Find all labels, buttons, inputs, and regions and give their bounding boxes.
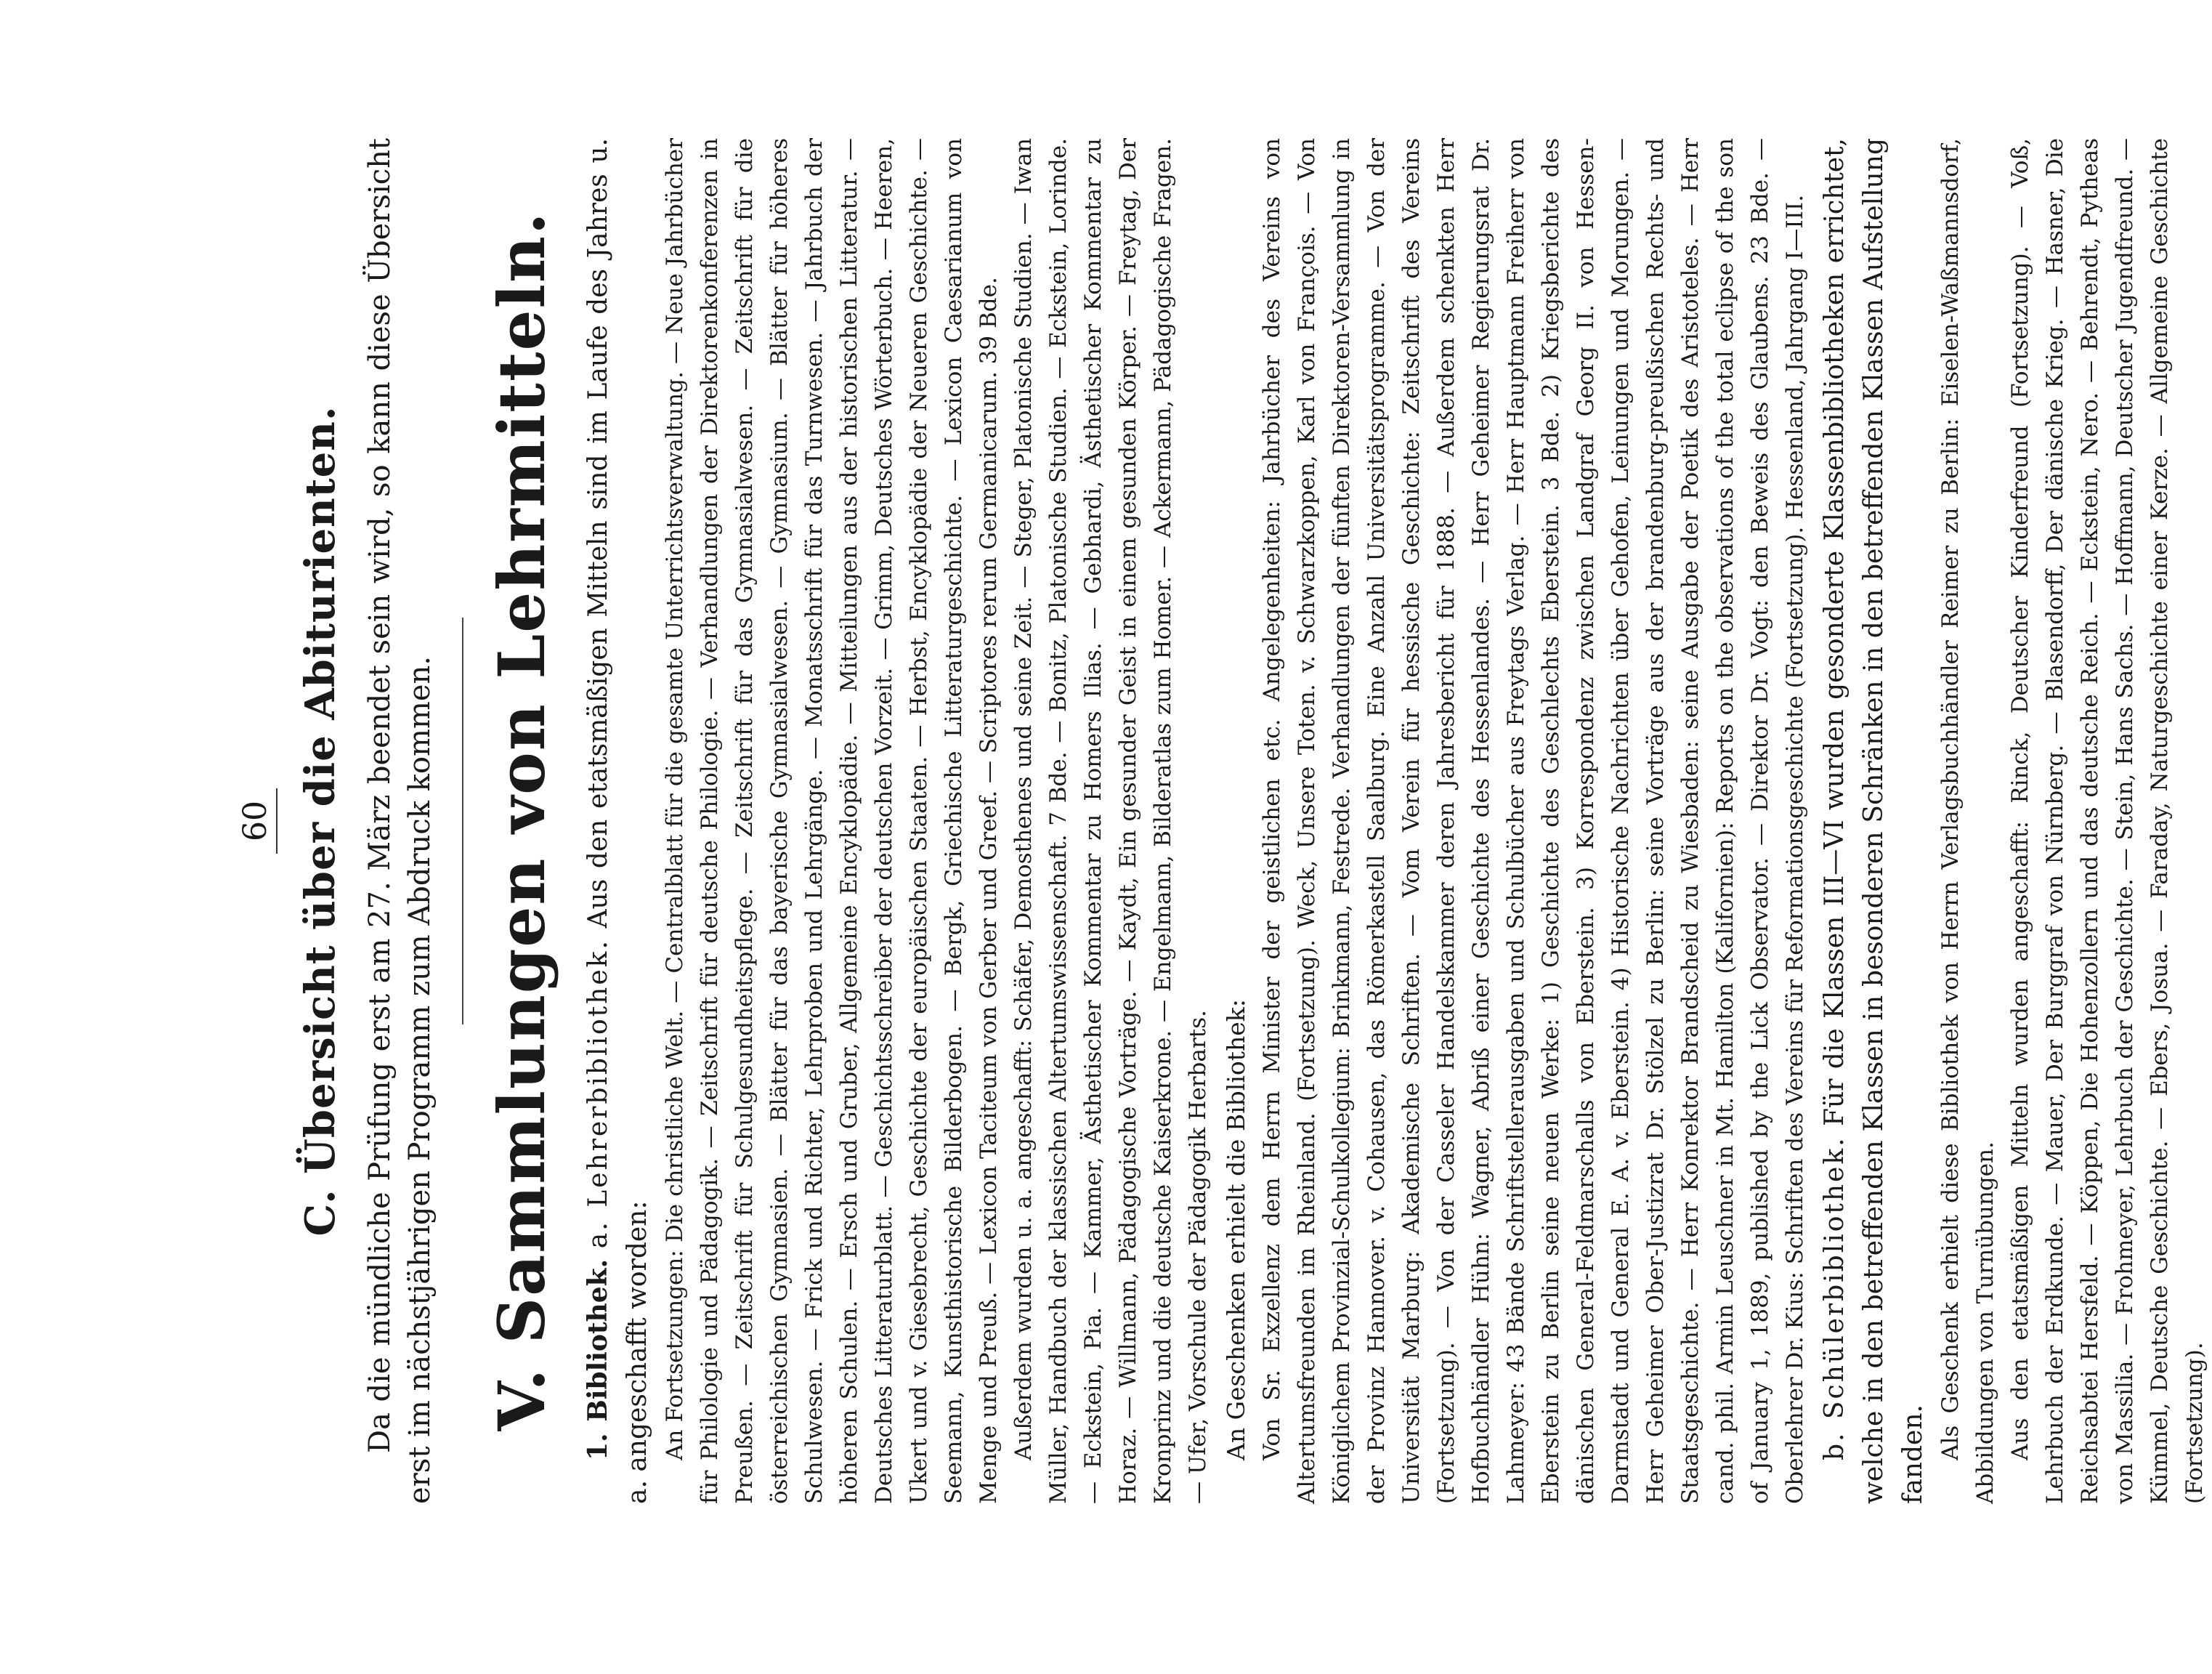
section-c-heading: C. Übersicht über die Abiturienten. xyxy=(296,405,344,1237)
rotated-page-content xyxy=(237,138,2208,1504)
teacher-library-label: a. Lehrerbibliothek. xyxy=(583,939,613,1249)
student-library-acquisitions: Aus den etatsmäßigen Mitteln wurden angeschafft: Rinck, Deutscher Kinderfreund (Fortsetzung). — Voß, Lehrbuch der Erdkunde. — Mauer, Der Burggraf von Nürnberg. — Blasendorff, Der dänische Krieg. — Hasner, Die Reichsabtei Hersfeld. — Köppen, Die Hohenzollern und das deutsche Reich. — Eckstein, Nero. — Behrendt, Pytheas von Massilia. — Frohmeyer, Lehrbuch der Geschichte. — Stein, Hans Sachs. — Hoffmann, Deutscher Jugendfreund. — Kümmel, Deutsche Geschichte. — Ebers, Josua. — Faraday, Naturgeschichte einer Kerze. — Allgemeine Geschichte (Fortsetzung). xyxy=(2007,138,2208,1504)
library-intro-text: Aus den etatsmäßigen Mitteln sind im Laufe des Jahres u. a. angeschafft worden: xyxy=(583,138,652,1504)
library-label: 1. Bibliothek. xyxy=(583,1258,613,1460)
student-library-gift: Als Geschenk erhielt diese Bibliothek von Herrn Verlagsbuchhändler Reimer zu Berlin: Eiselen-Waßmannsdorf, Abbildungen von Turnübungen. xyxy=(1937,138,1998,1504)
gifts-intro: An Geschenken erhielt die Bibliothek: xyxy=(1222,999,1250,1460)
student-library-label: b. Schülerbibliothek. xyxy=(1820,1136,1850,1460)
library-intro-paragraph xyxy=(578,138,657,1504)
section-c-paragraph: Da die mündliche Prüfung erst am 27. März beendet sein wird, so kann diese Übersicht erst im nächstjährigen Programm zum Abdruck kommen. xyxy=(363,138,437,1504)
continuations-paragraph: An Fortsetzungen: Die christliche Welt. — Centralblatt für die gesamte Unterrichtsverwaltung. — Neue Jahrbücher für Philologie und Pädagogik. — Zeitschrift für deutsche Philologie. — Verhandlungen der Direktorenkonferenzen in Preußen. — Zeitschrift für Schulgesundheitspflege. — Zeitschrift für das Gymnasialwesen. — Zeitschrift für die österreichischen Gymnasien. — Blätter für das bayerische Gymnasialwesen. — Gymnasium. — Blätter für höheres Schulwesen. — Frick und Richter, Lehrproben und Lehrgänge. — Monatsschrift für das Turnwesen. — Jahrbuch der höheren Schulen. — Ersch und Gruber, Allgemeine Encyklopädie. — Mitteilungen aus der historischen Litteratur. — Deutsches Litteraturblatt. — Geschichtsschreiber der deutschen Vorzeit. — Grimm, Deutsches Wörterbuch. — Heeren, Ukert und v. Giesebrecht, Geschichte der europäischen Staaten. — Herbst, Encyklopädie der Neueren Geschichte. — Seemann, Kunsthistorische Bilderbogen. — Bergk, Griechische Litteraturgeschichte. — Lexicon Caesarianum von Menge und Preuß. — Lexicon Taciteum von Gerber und Greef. — Scriptores rerum Germanicarum. 39 Bde. xyxy=(662,138,1002,1504)
gifts-paragraph: Von Sr. Exzellenz dem Herrn Minister der geistlichen etc. Angelegenheiten: Jahrbücher des Vereins von Altertumsfreunden im Rheinland. (Fortsetzung). Weck, Unsere Toten. v. Schwarzkoppen, Karl von François. — Von Königlichem Provinzial-Schulkollegium: Brinkmann, Festrede. Verhandlungen der fünften Direktoren-Versammlung in der Provinz Hannover. v. Cohausen, das Römerkastell Saalburg. Eine Anzahl Universitätsprogramme. — Von der Universität Marburg: Akademische Schriften. — Vom Verein für hessische Geschichte: Zeitschrift des Vereins (Fortsetzung). — Von der Casseler Handelskammer deren Jahresbericht für 1888. — Außerdem schenkten Herr Hofbuchhändler Hühn: Wagner, Abriß einer Geschichte des Hessenlandes. — Herr Geheimer Regierungsrat Dr. Lahmeyer: 43 Bände Schriftstellerausgaben und Schulbücher aus Freytags Verlag. — Herr Hauptmann Freiherr von Eberstein zu Berlin seine neuen Werke: 1) Geschichte des Geschlechts Eberstein. 3 Bde. 2) Kriegsberichte des dänischen General-Feldmarschalls von Eberstein. 3) Korrespondenz zwischen Landgraf Georg II. von Hessen-Darmstadt und General E. A. v. Eberstein. 4) Historische Nachrichten über Gehofen, Leinungen und Morungen. — Herr Geheimer Ober-Justizrat Dr. Stölzel zu Berlin: seine Vorträge aus der brandenburg-preußischen Rechts- und Staatsgeschichte. — Herr Konrektor Brandscheid zu Wiesbaden: seine Ausgabe der Poetik des Aristoteles. — Herr cand. phil. Armin Leuschner in Mt. Hamilton (Kalifornien): Reports on the observations of the total eclipse of the son of January 1, 1889, published by the Lick Observator. — Direktor Dr. Vogt: den Beweis des Glaubens. 23 Bde. — Oberlehrer Dr. Kius: Schriften des Vereins für Reformationsgeschichte (Fortsetzung). Hessenland, Jahrgang I—III. xyxy=(1259,138,1808,1504)
section-v-heading: V. Sammlungen von Lehrmitteln. xyxy=(484,211,559,1431)
page-number: 60 xyxy=(237,801,274,841)
acquisitions-paragraph: Außerdem wurden u. a. angeschafft: Schäfer, Demosthenes und seine Zeit. — Steger, Platonische Studien. — Iwan Müller, Handbuch der klassischen Altertumswissenschaft. 7 Bde. — Bonitz, Platonische Studien. — Eckstein, Lorinde. — Eckstein, Pia. — Kammer, Ästhetischer Kommentar zu Homers Ilias. — Gebhardi, Ästhetischer Kommentar zu Horaz. — Willmann, Pädagogische Vorträge. — Kaydt, Ein gesunder Geist in einem gesunden Körper. — Freytag, Der Kronprinz und die deutsche Kaiserkrone. — Engelmann, Bilderatlas zum Homer. — Ackermann, Pädagogische Fragen. — Ufer, Vorschule der Pädagogik Herbarts. xyxy=(1010,138,1211,1504)
student-library-paragraph xyxy=(1815,138,1933,1504)
page-number-rule xyxy=(276,788,277,854)
student-library-text: Für die Klassen III—VI wurden gesonderte Klassenbibliotheken errichtet, welche in den betreffenden Klassen in besonderen Schränken in den betreffenden Klassen Aufstellung fanden. xyxy=(1820,138,1928,1504)
section-divider xyxy=(462,618,463,1024)
